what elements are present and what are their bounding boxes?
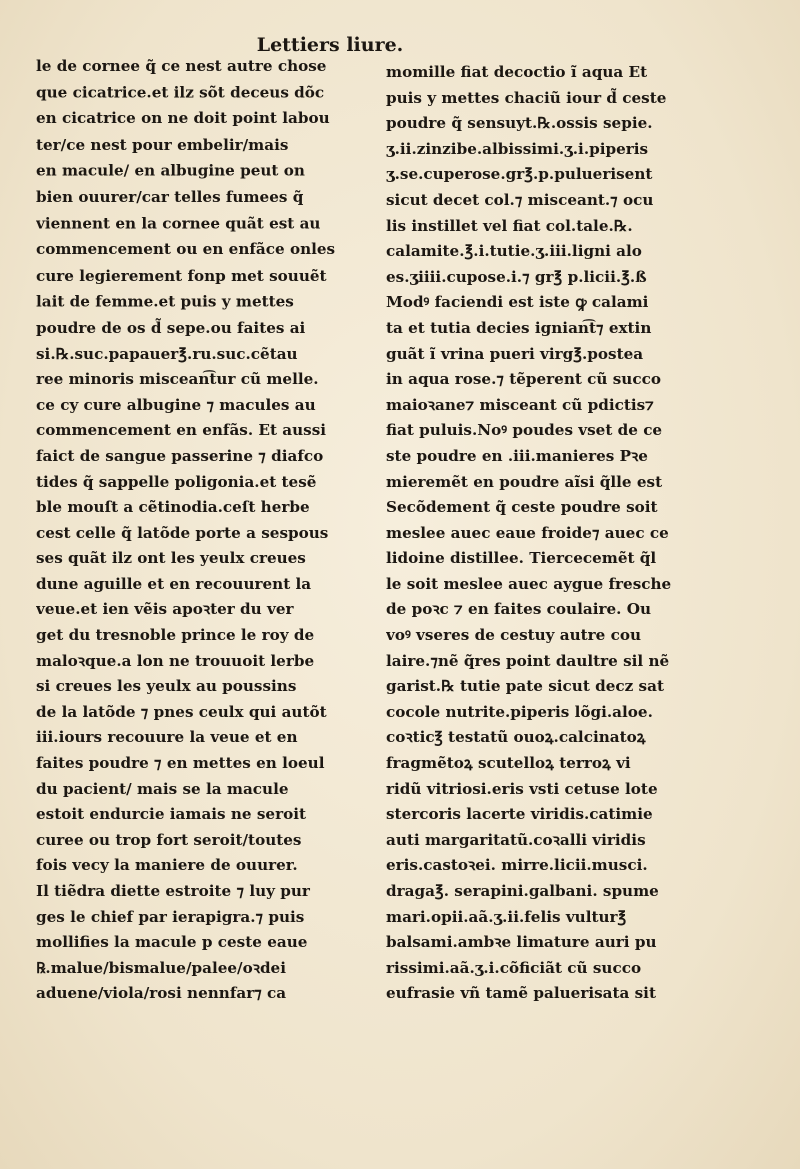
left-column-line: maloꝛque.a lon ne trouuoit lerbe: [36, 651, 315, 670]
right-column-line: poudre q̃ sensuyt.℞.ossis sepie.: [386, 114, 653, 133]
right-column: [386, 60, 694, 1007]
left-column-line: ble mouſt a cẽtinodia.ceſt herbe: [36, 498, 310, 517]
right-column-line: auti margaritatũ.coꝛalli viridis: [386, 830, 646, 849]
left-column-line: curee ou trop fort seroit/toutes: [36, 830, 302, 849]
right-column-line: rissimi.aã.ʒ.i.cõficiãt cũ succo: [386, 958, 642, 977]
right-column-line: cocole nutrite.piperis lõgi.aloe.: [386, 702, 653, 721]
left-column-line: commencement en enfãs. Et aussi: [36, 421, 327, 440]
right-column-line: coꝛtic℥ testatũ ouoꝝ.calcinatoꝝ: [386, 728, 646, 747]
right-column-line: garist.℞ tutie pate sicut decz sat: [386, 677, 664, 696]
right-column-line: ste poudre en .iii.manieres Pꝛe: [386, 446, 648, 465]
left-column-line: en macule/ en albugine peut on: [36, 161, 305, 180]
right-column-line: guãt ĩ vrina pueri virg℥.postea: [386, 344, 644, 363]
left-column-line: poudre de os d̃ sepe.ou faites ai: [36, 318, 306, 337]
right-column-line: ʒ.ii.zinzibe.albissimi.ʒ.i.piperis: [386, 139, 649, 158]
left-column-line: tides q̃ sappelle poligonia.et tesẽ: [36, 472, 317, 491]
right-column-line: in aqua rose.⁊ tẽperent cũ succo: [386, 370, 661, 389]
left-column-line: si.℞.suc.papauer℥.ru.suc.cẽtau: [36, 344, 298, 363]
left-column-line: le de cornee q̃ ce nest autre chose: [36, 57, 327, 75]
left-column-line: cest celle q̃ latõde porte a sespous: [36, 523, 329, 542]
left-column-line: get du tresnoble prince le roy de: [36, 626, 315, 645]
right-column-line: mari.opii.aã.ʒ.ii.felis vultur℥: [386, 907, 627, 926]
left-column-line: mollifies la macule p ceste eaue: [36, 933, 308, 952]
right-column-line: eufrasie vñ tamẽ paluerisata sit: [386, 984, 656, 1003]
right-column-line: fragmẽtoꝝ scutelloꝝ terroꝝ vi: [386, 754, 631, 773]
right-column-line: maioꝛane⁊ misceant cũ pdictis⁊: [386, 395, 654, 414]
left-column-line: du pacient/ mais se la macule: [36, 779, 289, 798]
left-column-line: en cicatrice on ne doit point labou: [36, 109, 330, 128]
left-column-line: iii.iours recouure la veue et en: [36, 728, 298, 747]
right-column-line: momille fiat decoctio ĩ aqua Et: [386, 63, 648, 81]
right-column-line: meslee auec eaue froide⁊ auec ce: [386, 523, 669, 542]
right-column-line: puis y mettes chaciũ iour d̃ ceste: [386, 88, 667, 107]
left-column-line: lait de femme.et puis y mettes: [36, 292, 294, 311]
right-column-line: ta et tutia decies ignian͡t⁊ extin: [386, 318, 652, 337]
left-column-line: estoit endurcie iamais ne seroit: [36, 805, 307, 824]
right-column-line: ridũ vitriosi.eris vsti cetuse lote: [386, 779, 658, 798]
running-title: Lettiers liure.: [256, 34, 404, 56]
right-column-line: ʒ.se.cuperose.gr℥.p.puluerisent: [386, 165, 653, 184]
left-column-line: faites poudre ⁊ en mettes en loeul: [36, 754, 325, 773]
left-column-line: viennent en la cornee quãt est au: [36, 214, 321, 233]
right-column-line: mieremẽt en poudre aĩsi q̃lle est: [386, 472, 663, 491]
right-column-line: eris.castoꝛei. mirre.licii.musci.: [386, 856, 648, 875]
left-column-line: veue.et ien vẽis apoꝛter du ver: [36, 600, 294, 619]
right-column-line: calamite.℥.i.tutie.ʒ.iii.ligni alo: [386, 242, 642, 261]
right-column-line: fiat puluis.Noꝰ poudes vset de ce: [386, 421, 663, 440]
right-column-line: le soit meslee auec aygue fresche: [386, 574, 672, 593]
left-column-line: ℞.malue/bismalue/palee/oꝛdei: [36, 958, 286, 977]
left-column-line: Il tiẽdra diette estroite ⁊ luy pur: [36, 882, 310, 900]
right-column-line: lidoine distillee. Tiercecemẽt q̃l: [386, 549, 657, 568]
left-column-line: ree minoris miscean͡tur cũ melle.: [36, 370, 319, 389]
right-column-line: sicut decet col.⁊ misceant.⁊ ocu: [386, 190, 654, 209]
left-column-line: ter/ce nest pour embelir/mais: [36, 135, 289, 154]
right-column-line: stercoris lacerte viridis.catimie: [386, 805, 653, 824]
left-column-line: dune aguille et en recouurent la: [36, 574, 312, 593]
left-column-line: que cicatrice.et ilz sõt deceus dõc: [36, 83, 325, 102]
right-column-line: es.ʒiiii.cupose.i.⁊ gr℥ p.licii.℥.ß: [386, 267, 647, 286]
right-column-line: draga℥. serapini.galbani. spume: [386, 882, 659, 900]
right-column-line: laire.⁊nẽ q̃res point daultre sil nẽ: [386, 651, 670, 670]
left-column-line: faict de sangue passerine ⁊ diafco: [36, 446, 324, 465]
left-column-line: si creues les yeulx au poussins: [36, 677, 297, 696]
left-column-line: fois vecy la maniere de ouurer.: [36, 856, 298, 875]
right-column-line: lis instillet vel fiat col.tale.℞.: [386, 216, 633, 235]
left-column-line: de la latõde ⁊ pnes ceulx qui autõt: [36, 702, 327, 721]
left-column-line: ges le chief par ierapigra.⁊ puis: [36, 907, 305, 926]
left-column-line: cure legierement fonp met souuẽt: [36, 266, 327, 285]
left-column-line: ses quãt ilz ont les yeulx creues: [36, 549, 306, 568]
left-column-line: aduene/viola/rosi nennfar⁊ ca: [36, 984, 287, 1003]
right-column-line: Secõdement q̃ ceste poudre soit: [386, 498, 658, 517]
left-column: [36, 57, 368, 1007]
right-column-line: Modꝰ faciendi est iste ꝙ calami: [386, 293, 649, 312]
right-column-line: de poꝛc ⁊ en faites coulaire. Ou: [386, 600, 651, 619]
right-column-line: voꝰ vseres de cestuy autre cou: [386, 626, 642, 645]
left-column-line: ce cy cure albugine ⁊ macules au: [36, 395, 316, 414]
left-column-line: commencement ou en enfãce onles: [36, 240, 336, 259]
left-column-line: bien ouurer/car telles fumees q̃: [36, 187, 304, 206]
right-column-line: balsami.ambꝛe limature auri pu: [386, 933, 657, 952]
